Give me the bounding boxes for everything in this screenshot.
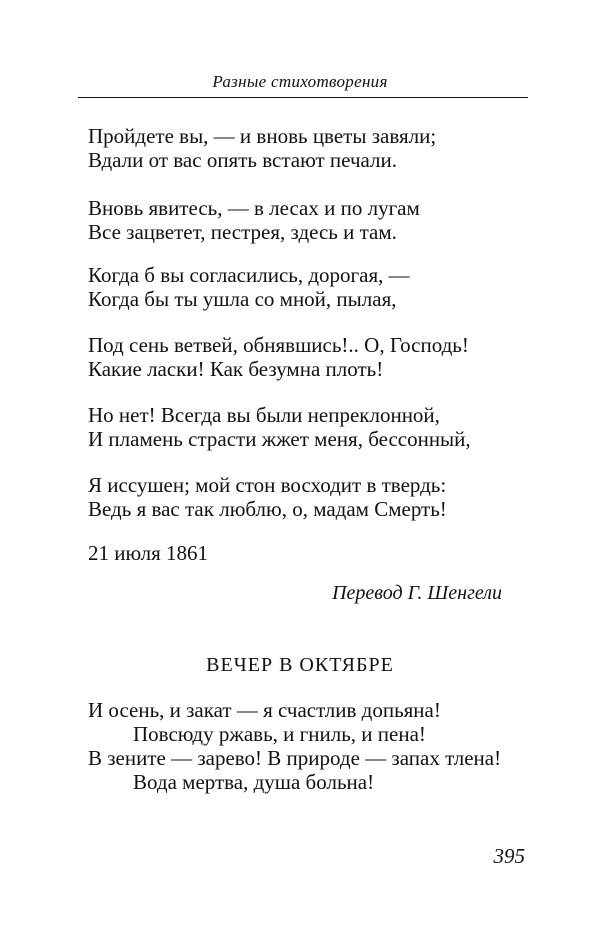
verse-line: Все зацветет, пестрея, здесь и там. xyxy=(88,220,397,244)
verse-line: Когда б вы согласились, дорогая, — xyxy=(88,263,410,287)
verse-line: Вдали от вас опять встают печали. xyxy=(88,148,398,172)
verse-line: Какие ласки! Как безумна плоть! xyxy=(88,357,384,381)
verse-line: Пройдете вы, — и вновь цветы завяли; xyxy=(88,124,437,148)
header-rule xyxy=(78,97,528,98)
poem-date: 21 июля 1861 xyxy=(88,541,209,565)
verse-line: Но нет! Всегда вы были непреклонной, xyxy=(88,403,440,427)
page-number: 395 xyxy=(493,844,525,868)
verse-line: И пламень страсти жжет меня, бессонный, xyxy=(88,427,471,451)
verse-line: Под сень ветвей, обнявшись!.. О, Господь! xyxy=(88,333,469,357)
verse-line: Вновь явитесь, — в лесах и по лугам xyxy=(88,196,420,220)
verse-line: Повсюду ржавь, и гниль, и пена! xyxy=(133,722,426,746)
verse-line: В зените — зарево! В природе — запах тлена! xyxy=(88,746,502,770)
verse-line: Ведь я вас так люблю, о, мадам Смерть! xyxy=(88,497,447,521)
verse-line: Вода мертва, душа больна! xyxy=(133,770,375,794)
translator-credit: Перевод Г. Шенгели xyxy=(332,582,502,604)
poem-title: ВЕЧЕР В ОКТЯБРЕ xyxy=(206,654,394,676)
verse-line: Когда бы ты ушла со мной, пылая, xyxy=(88,287,397,311)
verse-line: И осень, и закат — я счастлив допьяна! xyxy=(88,698,441,722)
verse-line: Я иссушен; мой стон восходит в твердь: xyxy=(88,473,447,497)
running-head: Разные стихотворения xyxy=(212,72,388,91)
